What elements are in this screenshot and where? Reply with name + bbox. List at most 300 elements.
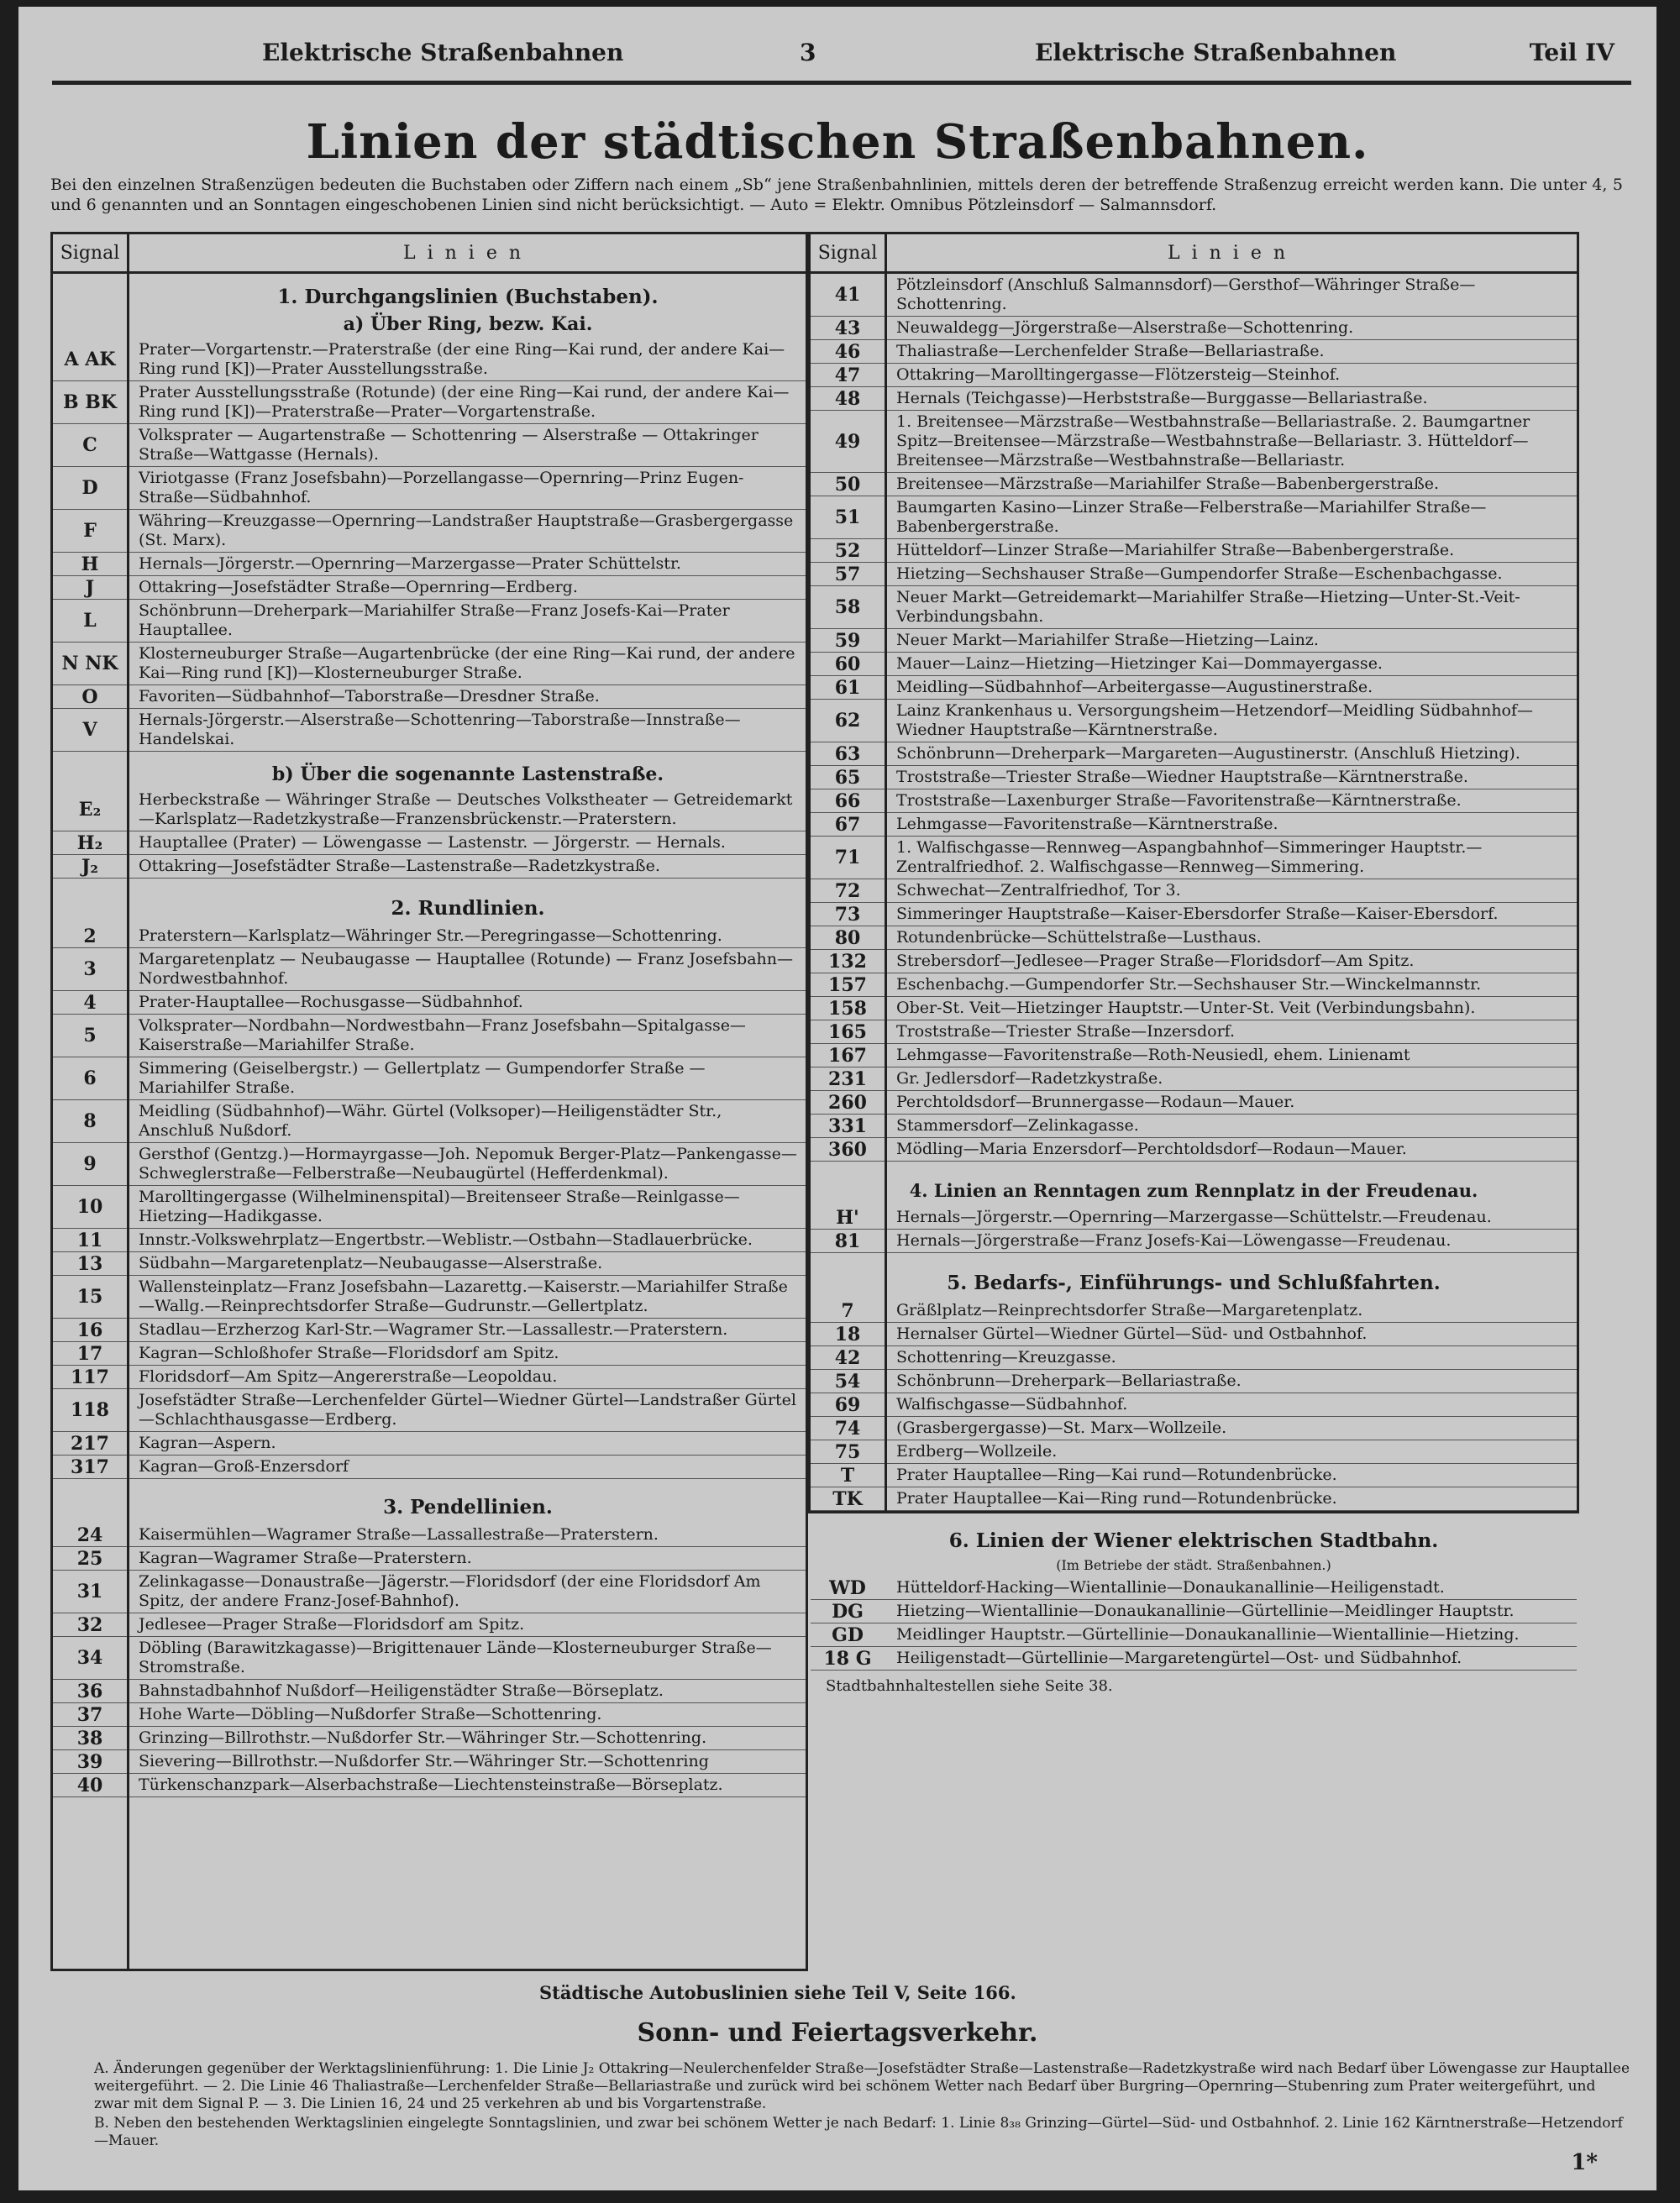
route-cell: Prater-Hauptallee—Rochusgasse—Südbahnhof.: [139, 993, 523, 1011]
signal-cell: 52: [834, 539, 861, 562]
header-left: Elektrische Straßenbahnen: [262, 39, 624, 66]
table-row: [811, 1464, 1577, 1487]
table-row: [811, 1370, 1577, 1393]
signal-cell: 13: [76, 1252, 103, 1275]
signal-cell: 42: [834, 1346, 861, 1369]
signal-cell: 65: [834, 766, 861, 789]
signal-cell: 41: [834, 284, 861, 306]
signal-cell: 3: [83, 958, 97, 980]
signal-cell: 51: [834, 506, 861, 528]
table-row: [811, 879, 1577, 903]
table-row: [811, 539, 1577, 563]
route-cell: Hernals—Jörgerstr.—Opernring—Marzergasse—Schüttelstr.—Freudenau.: [896, 1208, 1492, 1226]
sonntag-notes: [94, 2060, 1631, 2152]
route-cell: Rotundenbrücke—Schüttelstraße—Lusthaus.: [896, 928, 1262, 947]
section-2-rows: [53, 925, 806, 1479]
stadtbahn-note: Stadtbahnhaltestellen siehe Seite 38.: [826, 1677, 1113, 1695]
table-row: [811, 1091, 1577, 1115]
signal-cell: 15: [76, 1286, 103, 1308]
route-cell: Troststraße—Triester Straße—Inzersdorf.: [896, 1022, 1236, 1041]
signal-cell: 34: [76, 1647, 103, 1669]
route-cell: Klosterneuburger Straße—Augartenbrücke (der eine Ring—Kai rund, der andere Kai—Ring rund [K])—Klosterneuburger Straße.: [139, 644, 795, 682]
signal-cell: D: [81, 477, 98, 499]
intro-text: Bei den einzelnen Straßenzügen bedeuten die Buchstaben oder Ziffern nach einem „Sb“ jene Straßenbahnlinien, mittels deren der betreffende Straßenzug erreicht werden kann. Die unter 4, 5 und 6 genannten und an Sonntagen eingeschobenen Linien sind nicht berücksichtigt. — Auto = Elektr. Omnibus Pötzleinsdorf — Salmannsdorf.: [50, 176, 1623, 214]
signal-cell: 317: [71, 1456, 109, 1478]
signal-cell: 57: [834, 563, 861, 585]
route-cell: Praterstern—Karlsplatz—Währinger Str.—Peregringasse—Schottenring.: [139, 926, 722, 945]
table-row: [811, 1020, 1577, 1044]
route-cell: Schönbrunn—Dreherpark—Bellariastraße.: [896, 1372, 1242, 1390]
signal-cell: 37: [76, 1703, 103, 1726]
table-row: [811, 1393, 1577, 1417]
route-cell: Prater—Vorgartenstr.—Praterstraße (der eine Ring—Kai rund, der andere Kai—Ring rund [K])—Prater Ausstellungsstraße.: [139, 340, 785, 378]
note-b: B. Neben den bestehenden Werktagslinien eingelegte Sonntagslinien, und zwar bei schönem Wetter je nach Bedarf: 1. Linie 8₃₈ Grinzing—Gürtel—Süd- und Ostbahnhof. 2. Linie 162 Kärntnerstraße—Hetzendorf—Mauer.: [94, 2115, 1623, 2149]
signal-cell: 10: [76, 1196, 103, 1218]
signal-cell: 66: [834, 789, 861, 812]
route-cell: Lehmgasse—Favoritenstraße—Kärntnerstraße.: [896, 815, 1278, 833]
route-cell: Hernals (Teichgasse)—Herbststraße—Burggasse—Bellariastraße.: [896, 389, 1428, 407]
table-row: [53, 510, 806, 553]
table-row: [811, 629, 1577, 653]
table-row: [811, 950, 1577, 973]
signal-cell: 43: [834, 317, 861, 339]
table-row: [811, 997, 1577, 1020]
route-cell: Meidling (Südbahnhof)—Währ. Gürtel (Volksoper)—Heiligenstädter Str., Anschluß Nußdorf.: [139, 1102, 722, 1140]
table-row: [53, 1547, 806, 1571]
table-row: [53, 1750, 806, 1774]
table-row: [53, 1613, 806, 1637]
signal-cell: 158: [828, 997, 867, 1020]
route-cell: Volksprater—Nordbahn—Nordwestbahn—Franz Josefsbahn—Spitalgasse—Kaiserstraße—Mariahilfer Straße.: [139, 1016, 746, 1054]
signal-cell: 7: [841, 1299, 854, 1322]
table-row: [811, 1206, 1577, 1230]
table-row: [53, 685, 806, 709]
route-cell: Ottakring—Josefstädter Straße—Opernring—Erdberg.: [139, 578, 578, 596]
signal-cell: 132: [828, 950, 867, 973]
route-cell: Schottenring—Kreuzgasse.: [896, 1348, 1116, 1366]
route-cell: 1. Breitensee—Märzstraße—Westbahnstraße—Bellariastraße. 2. Baumgartner Spitz—Breitensee—Märzstraße—Westbahnstraße—Bellariastr. 3. Hütteldorf—Breitensee—Märzstraße—Westbahnstraße—Bellariastr.: [896, 412, 1530, 469]
route-cell: Innstr.-Volkswehrplatz—Engertbstr.—Weblistr.—Ostbahn—Stadlauerbrücke.: [139, 1230, 753, 1249]
signal-cell: 39: [76, 1750, 103, 1773]
signal-cell: 74: [834, 1417, 861, 1440]
route-cell: Schönbrunn—Dreherpark—Mariahilfer Straße—Franz Josefs-Kai—Prater Hauptallee.: [139, 601, 730, 639]
table-row: [811, 1323, 1577, 1346]
route-cell: Herbeckstraße — Währinger Straße — Deutsches Volkstheater — Getreidemarkt—Karlsplatz—Radetzkystraße—Franzensbrückenstr.—Praterstern.: [139, 790, 793, 828]
signal-cell: WD: [829, 1576, 866, 1599]
route-cell: Eschenbachg.—Gumpendorfer Str.—Sechshauser Str.—Winckelmannstr.: [896, 975, 1482, 994]
table-row: [811, 1230, 1577, 1253]
signal-cell: TK: [832, 1487, 863, 1510]
route-cell: Stadlau—Erzherzog Karl-Str.—Wagramer Str.—Lassallestr.—Praterstern.: [139, 1320, 728, 1339]
signal-cell: 8: [83, 1110, 97, 1132]
table-row: [811, 1346, 1577, 1370]
signal-cell: 71: [834, 847, 861, 868]
signal-cell: 73: [834, 903, 861, 926]
section-6-heading: [811, 1511, 1577, 1576]
signal-cell: 165: [828, 1020, 867, 1043]
signal-cell: 117: [71, 1366, 109, 1388]
table-row: [53, 1229, 806, 1252]
table-row: [811, 837, 1577, 879]
route-cell: Simmeringer Hauptstraße—Kaiser-Ebersdorfer Straße—Kaiser-Ebersdorf.: [896, 905, 1499, 923]
table-row: [53, 1342, 806, 1366]
signal-cell: 118: [71, 1399, 109, 1421]
signal-cell: 69: [834, 1393, 861, 1416]
left-table-header: [53, 234, 806, 274]
signal-cell: 50: [834, 473, 861, 496]
route-cell: Walfischgasse—Südbahnhof.: [896, 1395, 1128, 1414]
table-row: [53, 1366, 806, 1389]
table-row: [53, 1456, 806, 1479]
signal-cell: J₂: [81, 855, 99, 878]
route-cell: Schönbrunn—Dreherpark—Margareten—Augustinerstr. (Anschluß Hietzing).: [896, 744, 1520, 763]
table-row: [811, 1487, 1577, 1511]
table-row: [53, 1727, 806, 1750]
signal-cell: 24: [76, 1524, 103, 1546]
table-row: [811, 700, 1577, 742]
route-cell: Kagran—Groß-Enzersdorf: [139, 1457, 349, 1476]
table-row: [811, 411, 1577, 473]
route-cell: Gersthof (Gentzg.)—Hormayrgasse—Joh. Nepomuk Berger-Platz—Pankengasse—Schweglerstraße—Felberstraße—Neubaugürtel (Hefferdenkmal).: [139, 1145, 797, 1183]
section-4-rows: [811, 1206, 1577, 1253]
route-cell: Pötzleinsdorf (Anschluß Salmannsdorf)—Gersthof—Währinger Straße—Schottenring.: [896, 275, 1476, 313]
signal-cell: H': [836, 1206, 859, 1229]
route-cell: Hütteldorf-Hacking—Wientallinie—Donaukanallinie—Heiligenstadt.: [896, 1578, 1445, 1597]
section-2-heading: [130, 879, 806, 925]
route-cell: Hernalser Gürtel—Wiedner Gürtel—Süd- und Ostbahnhof.: [896, 1324, 1368, 1343]
left-table: [50, 232, 808, 1971]
table-row: [53, 1703, 806, 1727]
route-cell: Erdberg—Wollzeile.: [896, 1442, 1058, 1461]
route-cell: Prater Hauptallee—Kai—Ring rund—Rotundenbrücke.: [896, 1489, 1337, 1508]
table-row: [811, 1576, 1577, 1600]
route-cell: Hernals—Jörgerstr.—Opernring—Marzergasse—Prater Schüttelstr.: [139, 554, 681, 573]
route-cell: Neuwaldegg—Jörgerstraße—Alserstraße—Schottenring.: [896, 318, 1354, 337]
signal-cell: 75: [834, 1440, 861, 1463]
section-5-rows: [811, 1299, 1577, 1511]
signal-cell: 4: [83, 991, 97, 1014]
signal-cell: 260: [828, 1091, 867, 1114]
section-5-heading: [811, 1253, 1577, 1299]
table-row: [811, 563, 1577, 586]
table-row: [811, 340, 1577, 364]
signal-cell: 59: [834, 629, 861, 652]
signal-divider: [885, 234, 887, 1511]
route-cell: Baumgarten Kasino—Linzer Straße—Felberstraße—Mariahilfer Straße—Babenbergerstraße.: [896, 498, 1487, 536]
signal-cell: 46: [834, 340, 861, 363]
table-row: [53, 1252, 806, 1276]
section-3-rows: [53, 1524, 806, 1797]
signal-cell: 81: [834, 1230, 861, 1252]
signal-cell: 58: [834, 596, 861, 618]
route-cell: Meidlinger Hauptstr.—Gürtellinie—Donaukanallinie—Wientallinie—Hietzing.: [896, 1625, 1520, 1644]
route-cell: 1. Walfischgasse—Rennweg—Aspangbahnhof—Simmeringer Hauptstr.—Zentralfriedhof. 2. Walfischgasse—Rennweg—Simmering.: [896, 838, 1483, 876]
route-cell: Währing—Kreuzgasse—Opernring—Landstraßer Hauptstraße—Grasbergergasse (St. Marx).: [139, 511, 794, 549]
table-row: [811, 742, 1577, 766]
route-cell: Hütteldorf—Linzer Straße—Mariahilfer Straße—Babenbergerstraße.: [896, 541, 1455, 559]
section-title: 6. Linien der Wiener elektrischen Stadtbahn.: [948, 1529, 1439, 1552]
linien-header: Linien: [1167, 243, 1298, 264]
table-row: [53, 643, 806, 685]
route-cell: Volksprater — Augartenstraße — Schottenring — Alserstraße — Ottakringer Straße—Wattgasse (Hernals).: [139, 426, 759, 464]
signal-cell: 60: [834, 653, 861, 675]
table-row: [53, 1432, 806, 1456]
route-cell: Kaisermühlen—Wagramer Straße—Lassallestraße—Praterstern.: [139, 1525, 659, 1544]
route-cell: Hietzing—Sechshauser Straße—Gumpendorfer Straße—Eschenbachgasse.: [896, 564, 1503, 583]
table-row: [811, 903, 1577, 926]
signal-cell: 5: [83, 1025, 97, 1046]
signal-cell: 40: [76, 1774, 103, 1796]
route-cell: Margaretenplatz — Neubaugasse — Hauptallee (Rotunde) — Franz Josefsbahn—Nordwestbahnhof.: [139, 950, 794, 988]
route-cell: Türkenschanzpark—Alserbachstraße—Liechtensteinstraße—Börseplatz.: [139, 1776, 723, 1794]
route-cell: Troststraße—Triester Straße—Wiedner Hauptstraße—Kärntnerstraße.: [896, 768, 1468, 786]
signal-divider: [127, 234, 129, 1969]
signal-cell: H: [81, 553, 99, 575]
route-cell: Jedlesee—Prager Straße—Floridsdorf am Spitz.: [139, 1615, 525, 1634]
sonntag-title: Sonn- und Feiertagsverkehr.: [637, 2018, 1038, 2048]
table-row: [811, 1600, 1577, 1623]
signal-cell: 2: [83, 925, 97, 947]
signal-cell: A AK: [64, 349, 116, 370]
table-row: [811, 1299, 1577, 1323]
table-row: [53, 1186, 806, 1229]
signal-cell: B BK: [63, 391, 117, 413]
signal-cell: 17: [76, 1342, 103, 1365]
signal-cell: 38: [76, 1727, 103, 1749]
signal-cell: J: [85, 576, 95, 599]
table-row: [811, 1044, 1577, 1067]
route-cell: Ober-St. Veit—Hietzinger Hauptstr.—Unter-St. Veit (Verbindungsbahn).: [896, 999, 1476, 1017]
table-row: [53, 338, 806, 381]
header-right: Elektrische Straßenbahnen: [1035, 39, 1397, 66]
section-1-heading: [130, 274, 806, 338]
table-row: [811, 653, 1577, 676]
table-row: [53, 948, 806, 991]
signal-cell: 61: [834, 676, 861, 699]
signal-cell: 167: [828, 1044, 867, 1067]
header-rule: [52, 81, 1631, 85]
table-row: [53, 424, 806, 467]
table-row: [53, 1774, 806, 1797]
table-row: [53, 1571, 806, 1613]
route-cell: Thaliastraße—Lerchenfelder Straße—Bellariastraße.: [896, 342, 1325, 360]
route-cell: Lainz Krankenhaus u. Versorgungsheim—Hetzendorf—Meidling Südbahnhof—Wiedner Hauptstraße—Kärntnerstraße.: [896, 701, 1534, 739]
table-row: [53, 1524, 806, 1547]
signal-cell: 47: [834, 364, 861, 386]
note-a: A. Änderungen gegenüber der Werktagslinienführung: 1. Die Linie J₂ Ottakring—Neulerchenfelder Straße—Josefstädter Straße—Lastenstraße—Radetzkystraße wird nach Bedarf über Löwengasse zur Hauptallee weitergeführt. — 2. Die Linie 46 Thaliastraße—Lerchenfelder Straße—Bellariastraße und zurück wird bei schönem Wetter nach Bedarf über Burgring—Opernring—Stubenring zum Prater weitergeführt, und zwar mit dem Signal P. — 3. Die Linien 16, 24 und 25 verkehren ab und bis Vorgartenstraße.: [94, 2060, 1630, 2112]
signal-cell: E₂: [78, 799, 102, 821]
route-cell: Favoriten—Südbahnhof—Taborstraße—Dresdner Straße.: [139, 687, 600, 705]
right-table-header: [811, 234, 1577, 274]
section-1a-rows: [53, 338, 806, 752]
route-cell: Heiligenstadt—Gürtellinie—Margaretengürtel—Ost- und Südbahnhof.: [896, 1649, 1462, 1667]
table-row: [53, 381, 806, 424]
route-cell: Sievering—Billrothstr.—Nußdorfer Str.—Währinger Str.—Schottenring: [139, 1752, 709, 1770]
table-row: [811, 274, 1577, 317]
route-cell: Ottakring—Josefstädter Straße—Lastenstraße—Radetzkystraße.: [139, 857, 660, 875]
table-row: [53, 991, 806, 1015]
right-top-rows: [811, 274, 1577, 1162]
signal-cell: 6: [83, 1067, 97, 1089]
section-title: 3. Pendellinien.: [383, 1496, 553, 1518]
route-cell: Lehmgasse—Favoritenstraße—Roth-Neusiedl, ehem. Linienamt: [896, 1046, 1410, 1064]
table-row: [811, 766, 1577, 789]
table-row: [811, 1623, 1577, 1647]
route-cell: Neuer Markt—Getreidemarkt—Mariahilfer Straße—Hietzing—Unter-St.-Veit-Verbindungsbahn.: [896, 588, 1520, 626]
table-row: [811, 1647, 1577, 1671]
route-cell: Hernals—Jörgerstraße—Franz Josefs-Kai—Löwengasse—Freudenau.: [896, 1231, 1452, 1250]
table-row: [53, 855, 806, 879]
table-row: [811, 364, 1577, 387]
signal-cell: 18: [834, 1323, 861, 1345]
table-row: [53, 709, 806, 752]
signal-cell: H₂: [76, 831, 103, 854]
table-row: [811, 586, 1577, 629]
table-row: [53, 1143, 806, 1186]
route-cell: Ottakring—Marolltingergasse—Flötzersteig—Steinhof.: [896, 365, 1341, 384]
right-table: [808, 232, 1579, 1695]
signal-cell: 31: [76, 1581, 103, 1602]
signal-cell: C: [82, 434, 97, 456]
route-cell: (Grasbergergasse)—St. Marx—Wollzeile.: [896, 1419, 1227, 1437]
table-row: [811, 813, 1577, 837]
signal-cell: 231: [828, 1067, 867, 1090]
route-cell: Hauptallee (Prater) — Löwengasse — Lastenstr. — Jörgerstr. — Hernals.: [139, 833, 726, 852]
section-title: 1. Durchgangslinien (Buchstaben).: [277, 286, 659, 308]
signal-cell: 72: [834, 879, 861, 902]
table-row: [811, 926, 1577, 950]
route-cell: Prater Hauptallee—Ring—Kai rund—Rotundenbrücke.: [896, 1466, 1337, 1484]
section-title: 4. Linien an Renntagen zum Rennplatz in der Freudenau.: [909, 1180, 1478, 1201]
page-title: Linien der städtischen Straßenbahnen.: [306, 114, 1369, 170]
section-title: 2. Rundlinien.: [391, 897, 545, 920]
section-subtitle: (Im Betriebe der städt. Straßenbahnen.): [1056, 1557, 1331, 1573]
table-row: [811, 1115, 1577, 1138]
route-cell: Döbling (Barawitzkagasse)—Brigittenauer Lände—Klosterneuburger Straße—Stromstraße.: [139, 1639, 772, 1676]
page: [18, 7, 1656, 2190]
signal-cell: 331: [828, 1115, 867, 1137]
table-row: [53, 576, 806, 600]
section-4-heading: [811, 1162, 1577, 1206]
table-row: [811, 1067, 1577, 1091]
signal-cell: N NK: [61, 653, 118, 674]
signal-cell: O: [81, 685, 98, 708]
table-row: [53, 1319, 806, 1342]
signal-cell: F: [83, 520, 97, 542]
route-cell: Mödling—Maria Enzersdorf—Perchtoldsdorf—Rodaun—Mauer.: [896, 1140, 1407, 1158]
route-cell: Südbahn—Margaretenplatz—Neubaugasse—Alserstraße.: [139, 1254, 603, 1272]
route-cell: Prater Ausstellungsstraße (Rotunde) (der eine Ring—Kai rund, der andere Kai—Ring rund [K])—Praterstraße—Prater—Vorgartenstraße.: [139, 383, 790, 421]
table-row: [811, 1440, 1577, 1464]
route-cell: Floridsdorf—Am Spitz—Angererstraße—Leopoldau.: [139, 1367, 558, 1386]
table-row: [53, 1015, 806, 1057]
signal-cell: 48: [834, 387, 861, 410]
signal-cell: L: [83, 610, 97, 632]
signal-cell: 25: [76, 1547, 103, 1570]
table-row: [53, 925, 806, 948]
route-cell: Marolltingergasse (Wilhelminenspital)—Breitenseer Straße—Reinlgasse—Hietzing—Hadikgasse.: [139, 1188, 740, 1225]
section-title: 5. Bedarfs-, Einführungs- und Schlußfahrten.: [947, 1272, 1441, 1294]
table-row: [53, 789, 806, 831]
subsection-title: b) Über die sogenannte Lastenstraße.: [271, 763, 664, 785]
table-row: [811, 1138, 1577, 1162]
route-cell: Josefstädter Straße—Lerchenfelder Gürtel—Wiedner Gürtel—Landstraßer Gürtel—Schlachthausgasse—Erdberg.: [139, 1391, 796, 1429]
subsection-title: a) Über Ring, bezw. Kai.: [343, 313, 593, 335]
signal-cell: 16: [76, 1319, 103, 1341]
route-cell: Kagran—Schloßhofer Straße—Floridsdorf am Spitz.: [139, 1344, 559, 1362]
table-row: [53, 553, 806, 576]
route-cell: Wallensteinplatz—Franz Josefsbahn—Lazarettg.—Kaiserstr.—Mariahilfer Straße—Wallg.—Reinprechtsdorfer Straße—Gudrunstr.—Gellertplatz.: [139, 1277, 788, 1315]
table-row: [811, 973, 1577, 997]
route-cell: Kagran—Wagramer Straße—Praterstern.: [139, 1549, 472, 1567]
route-cell: Schwechat—Zentralfriedhof, Tor 3.: [896, 881, 1181, 900]
table-row: [53, 1057, 806, 1100]
signal-cell: 11: [76, 1229, 103, 1251]
signal-cell: 54: [834, 1370, 861, 1393]
table-row: [811, 1417, 1577, 1440]
section-3-heading: [130, 1479, 806, 1524]
route-cell: Hohe Warte—Döbling—Nußdorfer Straße—Schottenring.: [139, 1705, 602, 1723]
signal-cell: 36: [76, 1680, 103, 1702]
table-row: [53, 1276, 806, 1319]
signal-cell: 67: [834, 813, 861, 836]
route-cell: Simmering (Geiselbergstr.) — Gellertplatz — Gumpendorfer Straße — Mariahilfer Straße.: [139, 1059, 706, 1097]
table-row: [811, 317, 1577, 340]
route-cell: Neuer Markt—Mariahilfer Straße—Hietzing—Lainz.: [896, 631, 1319, 649]
page-number: 1*: [1571, 2150, 1598, 2175]
route-cell: Bahnstadbahnhof Nußdorf—Heiligenstädter Straße—Börseplatz.: [139, 1681, 664, 1700]
route-cell: Zelinkagasse—Donaustraße—Jägerstr.—Floridsdorf (der eine Floridsdorf Am Spitz, der andere Franz-Josef-Bahnhof).: [139, 1572, 761, 1610]
table-row: [53, 467, 806, 510]
autobus-footnote: Städtische Autobuslinien siehe Teil V, Seite 166.: [539, 1982, 1016, 2003]
signal-cell: 360: [828, 1138, 867, 1161]
table-row: [53, 1637, 806, 1680]
route-cell: Stammersdorf—Zelinkagasse.: [896, 1116, 1139, 1135]
signal-cell: T: [840, 1464, 855, 1487]
table-row: [811, 789, 1577, 813]
signal-cell: 63: [834, 742, 861, 765]
table-row: [53, 600, 806, 643]
page-header: [52, 30, 1623, 74]
signal-cell: 80: [834, 926, 861, 949]
route-cell: Troststraße—Laxenburger Straße—Favoritenstraße—Kärntnerstraße.: [896, 791, 1462, 810]
route-cell: Hietzing—Wientallinie—Donaukanallinie—Gürtellinie—Meidlinger Hauptstr.: [896, 1602, 1515, 1620]
table-row: [811, 676, 1577, 700]
route-cell: Meidling—Südbahnhof—Arbeitergasse—Augustinerstraße.: [896, 678, 1373, 696]
signal-cell: V: [82, 719, 97, 741]
route-cell: Gr. Jedlersdorf—Radetzkystraße.: [896, 1069, 1163, 1088]
route-cell: Perchtoldsdorf—Brunnergasse—Rodaun—Mauer.: [896, 1093, 1295, 1111]
signal-cell: DG: [832, 1600, 864, 1623]
linien-header: Linien: [402, 243, 533, 264]
route-cell: Kagran—Aspern.: [139, 1434, 276, 1452]
route-cell: Strebersdorf—Jedlesee—Prager Straße—Floridsdorf—Am Spitz.: [896, 952, 1415, 970]
table-row: [53, 1100, 806, 1143]
signal-cell: 9: [83, 1153, 97, 1175]
table-row: [53, 1389, 806, 1432]
route-cell: Viriotgasse (Franz Josefsbahn)—Porzellangasse—Opernring—Prinz Eugen-Straße—Südbahnhof.: [139, 469, 744, 506]
signal-cell: 49: [834, 430, 861, 453]
table-row: [811, 387, 1577, 411]
signal-header: Signal: [60, 243, 120, 264]
signal-cell: 18 G: [823, 1647, 872, 1670]
table-row: [811, 496, 1577, 539]
signal-cell: 157: [828, 973, 867, 996]
route-cell: Hernals-Jörgerstr.—Alserstraße—Schottenring—Taborstraße—Innstraße—Handelskai.: [139, 711, 741, 748]
signal-cell: GD: [832, 1623, 864, 1646]
table-row: [53, 831, 806, 855]
route-cell: Breitensee—Märzstraße—Mariahilfer Straße—Babenbergerstraße.: [896, 475, 1440, 493]
